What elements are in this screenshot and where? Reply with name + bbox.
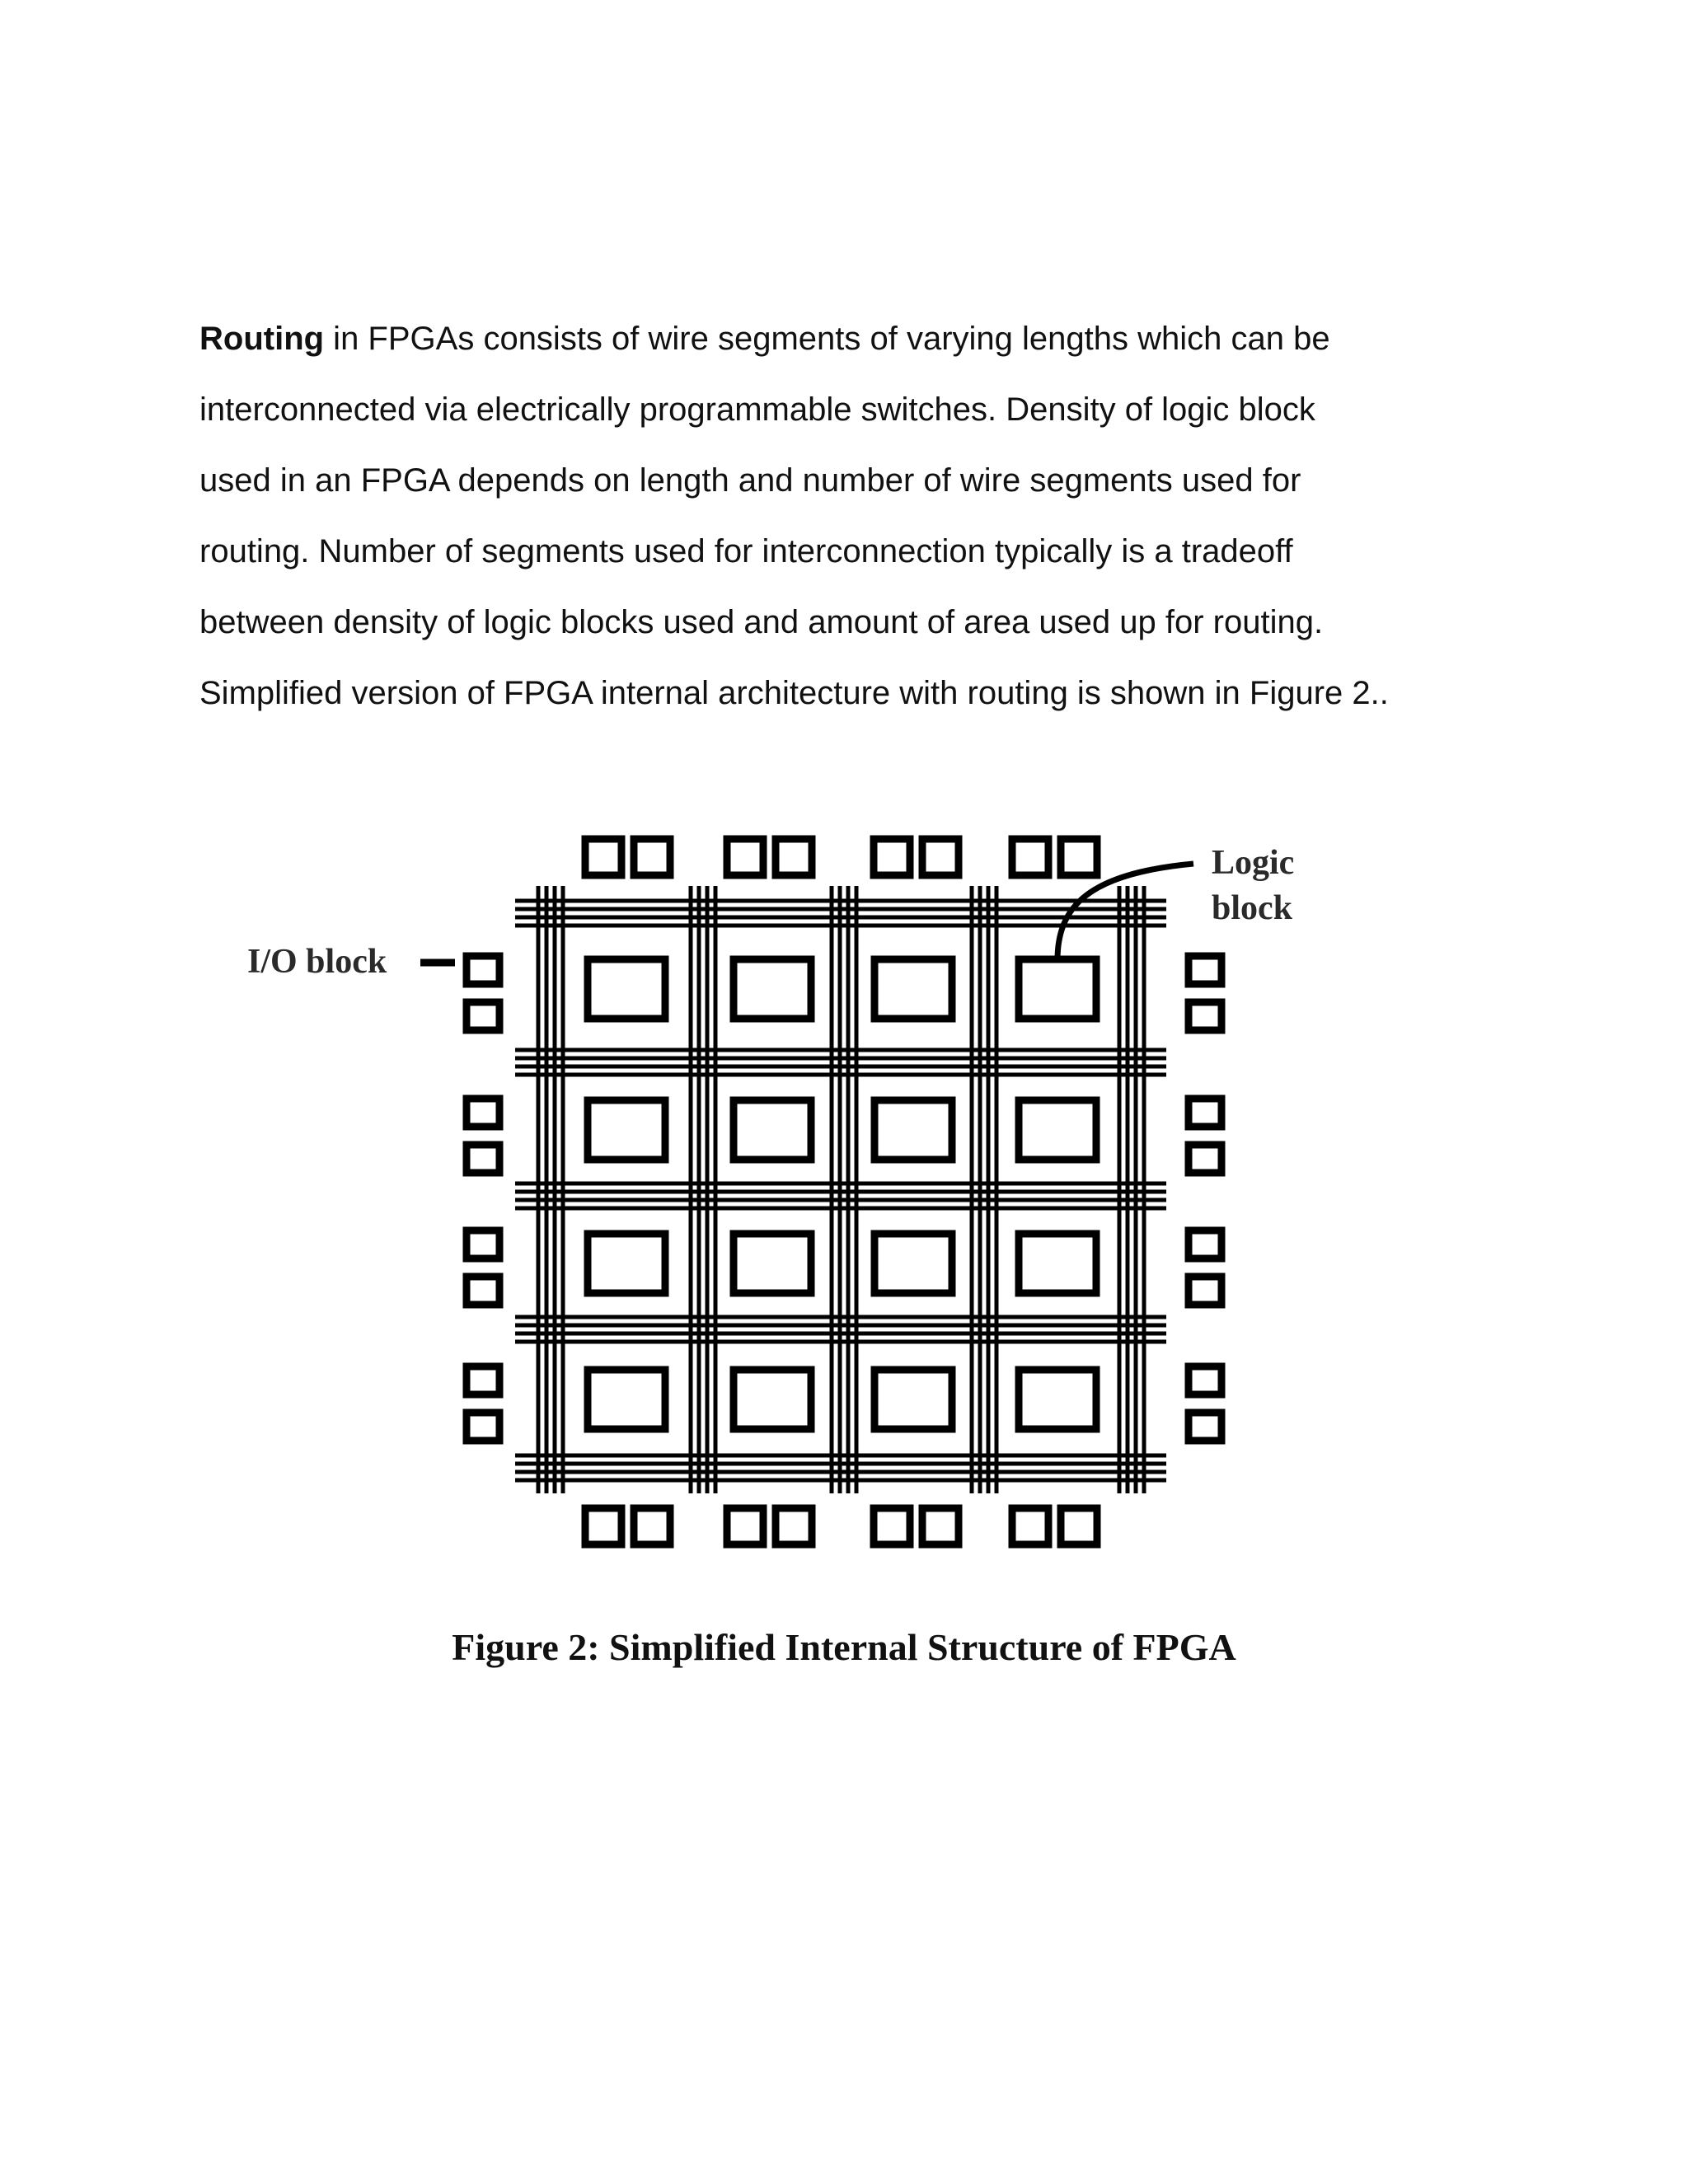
- io-block: [467, 1366, 499, 1394]
- io-block: [467, 1002, 499, 1030]
- io-block: [1189, 1230, 1221, 1258]
- io-block: [727, 1508, 763, 1544]
- io-block: [467, 956, 499, 984]
- logic-block: [734, 959, 811, 1019]
- routing-term: Routing: [199, 321, 325, 357]
- paragraph-line-4: routing. Number of segments used for interconnection typically is a tradeoff: [199, 533, 1293, 569]
- logic-block: [1019, 1234, 1096, 1293]
- io-block: [727, 839, 763, 875]
- logic-block-label-line1: Logic: [1212, 844, 1295, 882]
- io-block: [467, 1413, 499, 1441]
- io-block: [1189, 1002, 1221, 1030]
- paragraph-line-3: used in an FPGA depends on length and number of wire segments used for: [199, 462, 1301, 499]
- io-block: [1012, 1508, 1048, 1544]
- io-block: [1189, 1145, 1221, 1173]
- logic-block: [734, 1100, 811, 1160]
- io-block: [634, 839, 670, 875]
- io-block: [1189, 1099, 1221, 1127]
- logic-block: [734, 1234, 811, 1293]
- logic-block: [734, 1370, 811, 1429]
- io-block: [585, 1508, 621, 1544]
- io-block: [634, 1508, 670, 1544]
- logic-block: [1019, 959, 1096, 1019]
- io-block-label: I/O block: [247, 943, 387, 981]
- io-block: [922, 839, 959, 875]
- logic-block: [588, 1100, 665, 1160]
- io-block: [467, 1145, 499, 1173]
- io-block: [1189, 956, 1221, 984]
- io-block: [467, 1230, 499, 1258]
- io-block: [467, 1099, 499, 1127]
- io-block: [874, 839, 910, 875]
- io-block: [1061, 839, 1097, 875]
- io-block: [776, 839, 812, 875]
- io-block: [1189, 1366, 1221, 1394]
- io-block: [1061, 1508, 1097, 1544]
- logic-block: [588, 1234, 665, 1293]
- logic-block: [1019, 1100, 1096, 1160]
- logic-block: [874, 1100, 952, 1160]
- paragraph-line-1-text: in FPGAs consists of wire segments of varying lengths which can be: [324, 321, 1330, 357]
- logic-block: [1019, 1370, 1096, 1429]
- io-block: [922, 1508, 959, 1544]
- paragraph-line-5: between density of logic blocks used and amount of area used up for routing.: [199, 604, 1324, 640]
- paragraph-line-1: [199, 312, 1584, 382]
- logic-block: [874, 1370, 952, 1429]
- fpga-figure: [231, 816, 1335, 1574]
- io-block: [467, 1277, 499, 1305]
- io-block: [1012, 839, 1048, 875]
- body-paragraph: [199, 312, 1584, 737]
- logic-block: [874, 959, 952, 1019]
- logic-block-label-line2: block: [1212, 889, 1293, 927]
- fpga-diagram: [231, 816, 1335, 1574]
- io-block: [776, 1508, 812, 1544]
- logic-block: [588, 1370, 665, 1429]
- paragraph-line-2: interconnected via electrically programmable switches. Density of logic block: [199, 391, 1315, 428]
- logic-block: [588, 959, 665, 1019]
- logic-block: [874, 1234, 952, 1293]
- io-block: [1189, 1277, 1221, 1305]
- io-block: [585, 839, 621, 875]
- io-block: [1189, 1413, 1221, 1441]
- io-block: [874, 1508, 910, 1544]
- figure-caption: Figure 2: Simplified Internal Structure of FPGA: [452, 1626, 1236, 1668]
- paragraph-line-6: Simplified version of FPGA internal architecture with routing is shown in Figure 2..: [199, 675, 1389, 711]
